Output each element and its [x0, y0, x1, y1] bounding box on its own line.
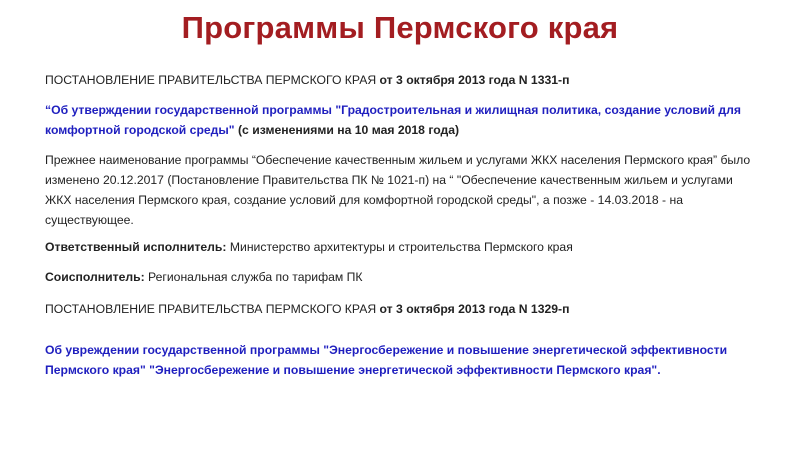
previous-name-paragraph: Прежнее наименование программы “Обеспечение качественным жильем и услугами ЖКХ населения Пермского края” было изменено 20.12.2017 (Постановление Правительства ПК № 1021-п) на “ "Обеспечение качественным жильем и услугами ЖКХ населения Пермского края, создание условий для комфортной городской среды", а позже - 14.03.2018 - на существующее. — [45, 153, 751, 227]
decree-2-line — [45, 299, 755, 319]
responsible-value: Министерство архитектуры и строительства Пермского края — [226, 240, 573, 254]
coexecutor — [45, 267, 755, 287]
responsible-label: Ответственный исполнитель: — [45, 240, 227, 254]
program-1-name: “Об утверждении государственной программы "Градостроительная и жилищная политика, создание условий для комфортной городской среды" — [45, 103, 741, 137]
coexecutor-label: Соисполнитель: — [45, 270, 145, 284]
program-2-title — [45, 340, 755, 380]
decree-1-heading: ПОСТАНОВЛЕНИЕ ПРАВИТЕЛЬСТВА ПЕРМСКОГО КРАЯ — [45, 73, 377, 87]
decree-2-date: от 3 октября 2013 года N 1329-п — [376, 302, 570, 316]
coexecutor-value: Региональная служба по тарифам ПК — [144, 270, 363, 284]
program-2-name: Об увреждении государственной программы "Энергосбережение и повышение энергетической эффективности Пермского края" "Энергосбережение и повышение энергетической эффективности Пермского края". — [45, 343, 728, 377]
program-1-title — [45, 100, 755, 140]
responsible-executor — [45, 237, 755, 257]
program-1-changes: (с изменениями на 10 мая 2018 года) — [234, 123, 460, 137]
decree-1-date: от 3 октября 2013 года N 1331-п — [376, 73, 570, 87]
page-title: Программы Пермского края — [181, 10, 619, 45]
decree-1-line — [45, 70, 755, 90]
decree-2-heading: ПОСТАНОВЛЕНИЕ ПРАВИТЕЛЬСТВА ПЕРМСКОГО КРАЯ — [45, 302, 377, 316]
